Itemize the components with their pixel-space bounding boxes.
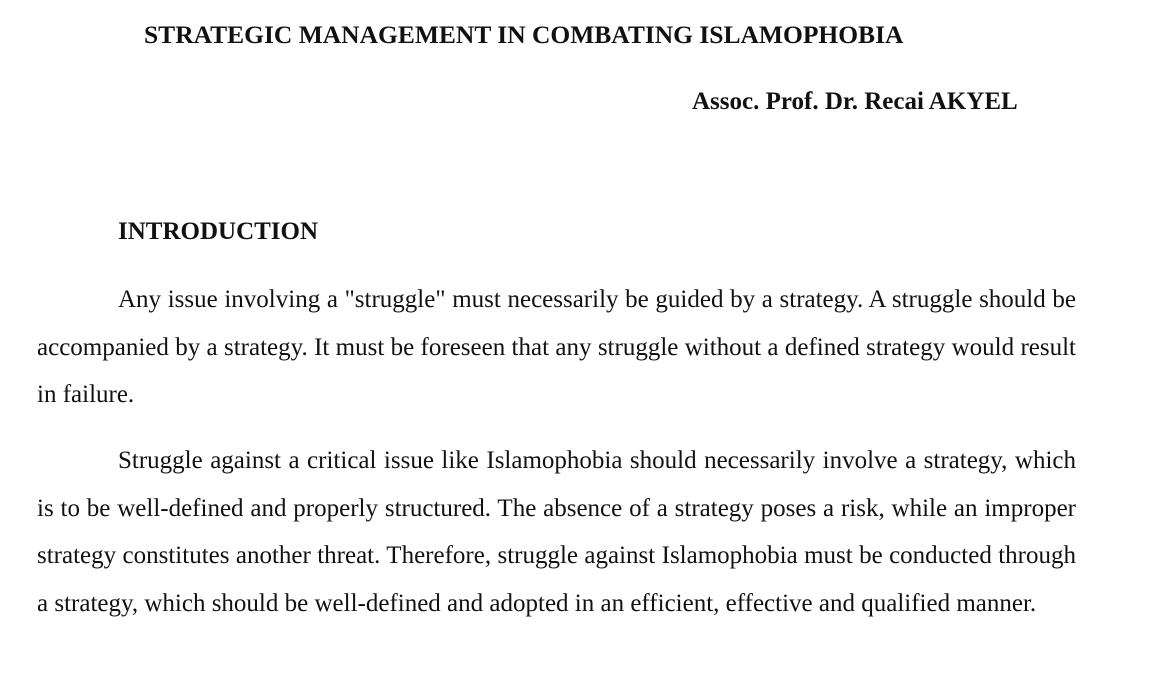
author-line: Assoc. Prof. Dr. Recai AKYEL: [692, 88, 1018, 115]
document-title: STRATEGIC MANAGEMENT IN COMBATING ISLAMOPHOBIA: [144, 20, 904, 49]
section-heading: INTRODUCTION: [118, 218, 319, 245]
body-paragraph: Any issue involving a "struggle" must necessarily be guided by a strategy. A struggle should be accompanied by a strategy. It must be foreseen that any struggle without a defined strategy would result in failure.: [37, 286, 1076, 408]
body-paragraph: Struggle against a critical issue like Islamophobia should necessarily involve a strategy, which is to be well-defined and properly structured. The absence of a strategy poses a risk, while an improper strategy constitutes another threat. Therefore, struggle against Islamophobia must be conducted through a strategy, which should be well-defined and adopted in an efficient, effective and qualified manner.: [37, 447, 1076, 617]
